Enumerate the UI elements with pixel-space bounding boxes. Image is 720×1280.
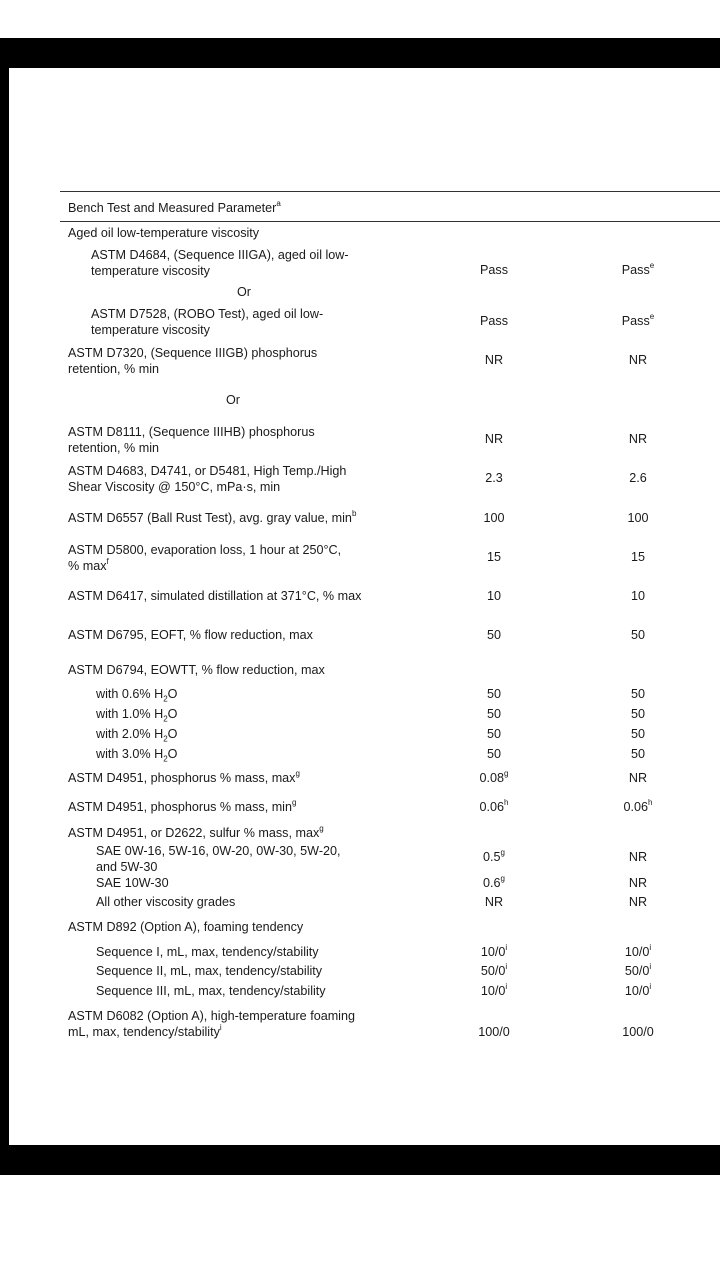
value-col2: 50/0$^i$: [624, 961, 652, 978]
value-col2: NR: [628, 876, 648, 890]
top-black-bar: [0, 38, 720, 68]
bottom-black-bar: [0, 1145, 720, 1175]
table-top-rule: [60, 191, 720, 192]
value-col1: 50: [486, 687, 501, 701]
row-label: SAE 0W-16, 5W-16, 0W-20, 0W-30, 5W-20, and 5W-30: [96, 844, 341, 874]
value-col1: 50/0$^i$: [480, 961, 508, 978]
value-col2: 50: [630, 727, 645, 741]
value-col2: NR: [628, 432, 648, 446]
value-col1: NR: [484, 353, 504, 367]
value-col2: NR: [628, 850, 648, 864]
value-col1: 10: [486, 589, 501, 603]
row-label: ASTM D8111, (Sequence IIIHB) phosphorus retention, % min: [68, 425, 315, 455]
column-header: Bench Test and Measured Parameter$^a$: [68, 198, 281, 215]
value-col1: NR: [484, 895, 504, 909]
row-label: ASTM D5800, evaporation loss, 1 hour at 250°C, % $\max^f$: [68, 543, 342, 573]
row-label: ASTM D6557 (Ball Rust Test), avg. gray value, $\min^b$: [68, 508, 357, 525]
value-col1: 0.5$^g$: [483, 847, 505, 864]
value-col2: 2.6: [629, 471, 647, 485]
row-label: ASTM D4684, (Sequence IIIGA), aged oil low- temperature viscosity: [91, 248, 349, 278]
value-col1: 0.06$^h$: [479, 797, 509, 814]
value-col2: 50: [630, 747, 645, 761]
row-label: with 2.0% $H_2O$: [96, 727, 178, 744]
value-col1: 50: [486, 727, 501, 741]
row-label: All other viscosity grades: [96, 895, 236, 909]
row-label: with 0.6% $H_2O$: [96, 687, 178, 704]
value-col2: Pass$^e$: [621, 311, 655, 328]
row-label: Sequence I, mL, max, tendency/stability: [96, 945, 319, 959]
row-label: with 3.0% $H_2O$: [96, 747, 178, 764]
row-label: ASTM D6082 (Option A), high-temperature foaming mL, max, tendency/stability$^i$: [68, 1009, 355, 1039]
row-label: SAE 10W-30: [96, 876, 169, 890]
row-label: with 1.0% $H_2O$: [96, 707, 178, 724]
row-label: ASTM D7320, (Sequence IIIGB) phosphorus retention, % min: [68, 346, 318, 376]
value-col2: 10/0$^i$: [624, 942, 652, 959]
value-col1: 10/0$^i$: [480, 942, 508, 959]
value-col1: Pass: [480, 263, 508, 277]
value-col1: 0.08$^g$: [479, 768, 509, 785]
section-label: ASTM D6794, EOWTT, % flow reduction, max: [68, 663, 325, 677]
value-col2: 50: [630, 687, 645, 701]
value-col1: 100/0: [478, 1025, 510, 1039]
value-col1: 50: [486, 628, 501, 642]
row-label: ASTM D4683, D4741, or D5481, High Temp./High Shear Viscosity @ 150°C, mPa·s, min: [68, 464, 347, 494]
value-col2: 10/0$^i$: [624, 981, 652, 998]
row-label: Sequence II, mL, max, tendency/stability: [96, 964, 323, 978]
row-label: ASTM D7528, (ROBO Test), aged oil low- temperature viscosity: [91, 307, 324, 337]
value-col1: 2.3: [485, 471, 503, 485]
value-col2: 100: [627, 511, 649, 525]
header-rule: [60, 221, 720, 222]
value-col2: NR: [628, 895, 648, 909]
row-label: ASTM D4951, phosphorus % mass, $\max^g$: [68, 768, 300, 785]
row-label: Sequence III, mL, max, tendency/stability: [96, 984, 326, 998]
value-col2: NR: [628, 353, 648, 367]
value-col1: 0.6$^g$: [483, 873, 505, 890]
row-label: ASTM D4951, phosphorus % mass, $\min^g$: [68, 797, 297, 814]
value-col2: 100/0: [622, 1025, 654, 1039]
value-col2: Pass$^e$: [621, 260, 655, 277]
left-black-edge: [0, 68, 9, 1145]
value-col1: NR: [484, 432, 504, 446]
value-col2: 15: [630, 550, 645, 564]
section-label: Aged oil low-temperature viscosity: [68, 226, 260, 240]
value-col1: 50: [486, 747, 501, 761]
value-col2: 50: [630, 628, 645, 642]
value-col1: 10/0$^i$: [480, 981, 508, 998]
value-col2: 0.06$^h$: [623, 797, 653, 814]
value-col2: 10: [630, 589, 645, 603]
value-col1: 15: [486, 550, 501, 564]
value-col1: Pass: [480, 314, 508, 328]
value-col2: 50: [630, 707, 645, 721]
section-label: ASTM D4951, or D2622, sulfur % mass, $\max^g$: [68, 823, 324, 840]
value-col1: 100: [483, 511, 505, 525]
value-col2: NR: [628, 771, 648, 785]
row-label: ASTM D6417, simulated distillation at 371°C, % max: [68, 589, 362, 603]
section-label: ASTM D892 (Option A), foaming tendency: [68, 920, 304, 934]
row-label: ASTM D6795, EOFT, % flow reduction, max: [68, 628, 313, 642]
or-label: Or: [226, 393, 240, 407]
value-col1: 50: [486, 707, 501, 721]
or-label: Or: [237, 285, 251, 299]
